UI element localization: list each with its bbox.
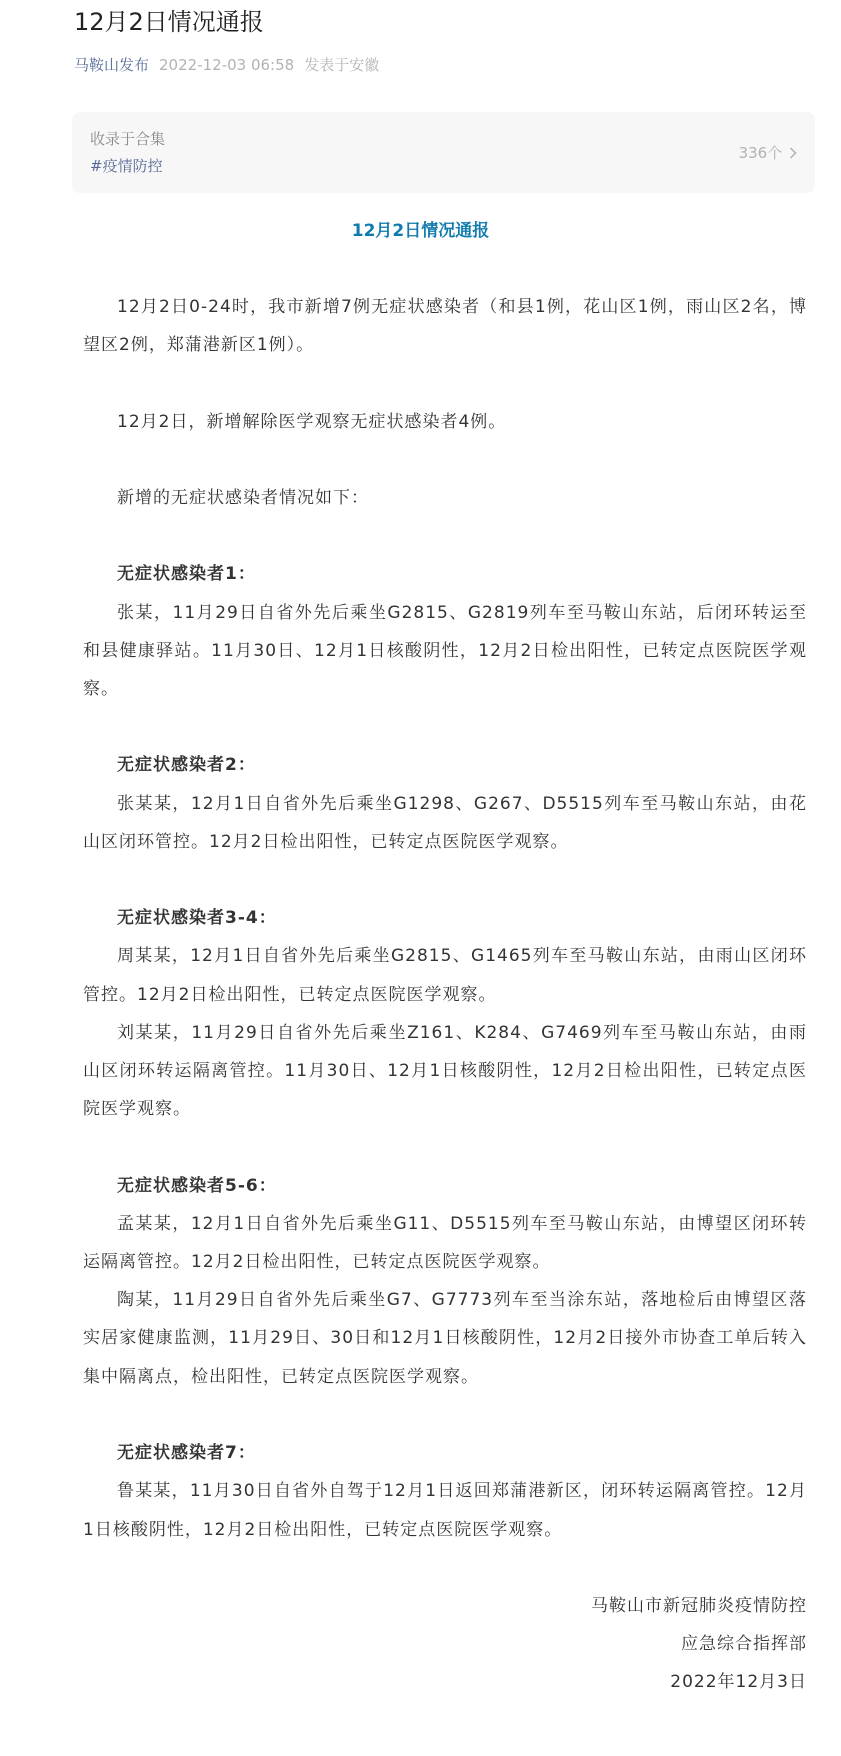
author-link[interactable]: 马鞍山发布 (74, 56, 150, 74)
case-detail: 周某某，12月1日自省外先后乘坐G2815、G1465列车至马鞍山东站，由雨山区闭环管控。12月2日检出阳性，已转定点医院医学观察。 (83, 946, 807, 1005)
case-title: 无症状感染者3-4： (117, 908, 277, 929)
content-heading: 12月2日情况通报 (351, 221, 490, 241)
case-title: 无症状感染者2： (117, 755, 256, 776)
paragraph: 12月2日，新增解除医学观察无症状感染者4例。 (117, 411, 507, 432)
signature-dept: 应急综合指挥部 (681, 1634, 807, 1655)
publish-time: 2022-12-03 06:58 (159, 56, 295, 74)
case-detail: 张某，11月29日自省外先后乘坐G2815、G2819列车至马鞍山东站，后闭环转运至和县健康驿站。11月30日、12月1日核酸阴性，12月2日检出阳性，已转定点医院医学观察。 (83, 602, 807, 700)
collection-tag[interactable]: #疫情防控 (90, 157, 163, 175)
case-detail: 孟某某，12月1日自省外先后乘坐G11、D5515列车至马鞍山东站，由博望区闭环转运隔离管控。12月2日检出阳性，已转定点医院医学观察。 (83, 1213, 807, 1273)
case-title: 无症状感染者5-6： (117, 1175, 277, 1196)
collection-count[interactable] (739, 142, 797, 164)
signature-org: 马鞍山市新冠肺炎疫情防控 (591, 1595, 807, 1616)
collection-label: 收录于合集 (90, 130, 166, 148)
paragraph: 12月2日0-24时，我市新增7例无症状感染者（和县1例，花山区1例，雨山区2名，博望区2例，郑蒲港新区1例）。 (83, 297, 807, 356)
case-detail: 陶某，11月29日自省外先后乘坐G7、G7773列车至当涂东站，落地检后由博望区落实居家健康监测，11月29日、30日和12月1日核酸阴性，12月2日接外市协查工单后转入集中隔离点，检出阳性，已转定点医院医学观察。 (83, 1290, 807, 1387)
signature-date: 2022年12月3日 (670, 1672, 807, 1693)
case-detail: 鲁某某，11月30日自省外自驾于12月1日返回郑蒲港新区，闭环转运隔离管控。12月1日核酸阴性，12月2日检出阳性，已转定点医院医学观察。 (83, 1481, 807, 1540)
case-title: 无症状感染者1： (117, 564, 256, 585)
chevron-right-icon (789, 147, 797, 159)
collection-count-text: 336个 (738, 144, 783, 162)
publish-location: 发表于安徽 (304, 56, 380, 74)
article-content (83, 288, 807, 1702)
paragraph: 新增的无症状感染者情况如下： (117, 488, 369, 509)
case-detail: 张某某，12月1日自省外先后乘坐G1298、G267、D5515列车至马鞍山东站，由花山区闭环管控。12月2日检出阳性，已转定点医院医学观察。 (83, 793, 807, 852)
case-detail: 刘某某，11月29日自省外先后乘坐Z161、K284、G7469列车至马鞍山东站，由雨山区闭环转运隔离管控。11月30日、12月1日核酸阴性，12月2日检出阳性，已转定点医院医学观察。 (83, 1022, 807, 1120)
article-title: 12月2日情况通报 (74, 8, 264, 36)
article-meta (74, 54, 379, 76)
collection-card[interactable] (72, 112, 815, 193)
case-title: 无症状感染者7： (117, 1443, 256, 1464)
